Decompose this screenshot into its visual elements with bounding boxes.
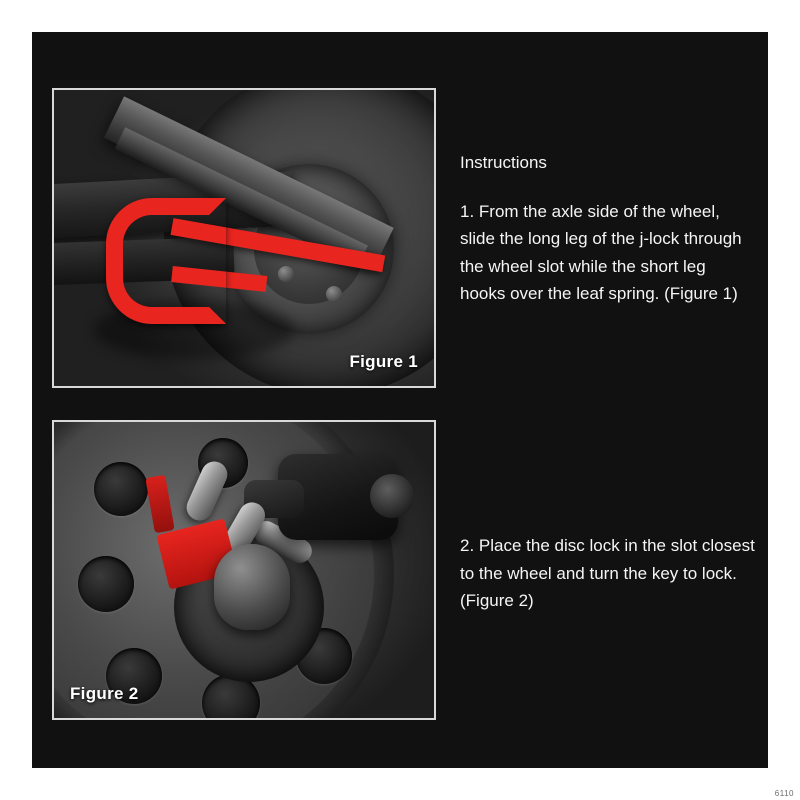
figure-2-image: [52, 420, 436, 720]
figure-2-caption: Figure 2: [70, 684, 139, 703]
instructions-title: Instructions: [460, 153, 547, 172]
instructions-block: [460, 150, 750, 334]
figure-1-caption: Figure 1: [349, 352, 418, 371]
lug-nut: [278, 266, 294, 282]
corner-code-label: 6110: [774, 789, 794, 798]
air-line-fitting-ring: [370, 474, 414, 518]
instruction-step-1: 1. From the axle side of the wheel, slide the long leg of the j-lock through the wheel slot while the short leg hooks over the leaf spring. (Figure 1): [460, 201, 742, 304]
panel-content: [32, 32, 768, 768]
instruction-panel: [32, 32, 768, 768]
disc-lock-cylinder: [214, 544, 290, 630]
jlock-hook: [106, 198, 226, 324]
rim-hole: [94, 462, 148, 516]
rim-hole: [78, 556, 134, 612]
figure-1-image: [52, 88, 436, 388]
photo-leaf-spring-jlock: [54, 90, 434, 386]
lug-nut: [326, 286, 342, 302]
photo-wheel-disc-lock: [54, 422, 434, 718]
instruction-step-2: 2. Place the disc lock in the slot closest to the wheel and turn the key to lock. (Figure 2): [460, 536, 755, 611]
